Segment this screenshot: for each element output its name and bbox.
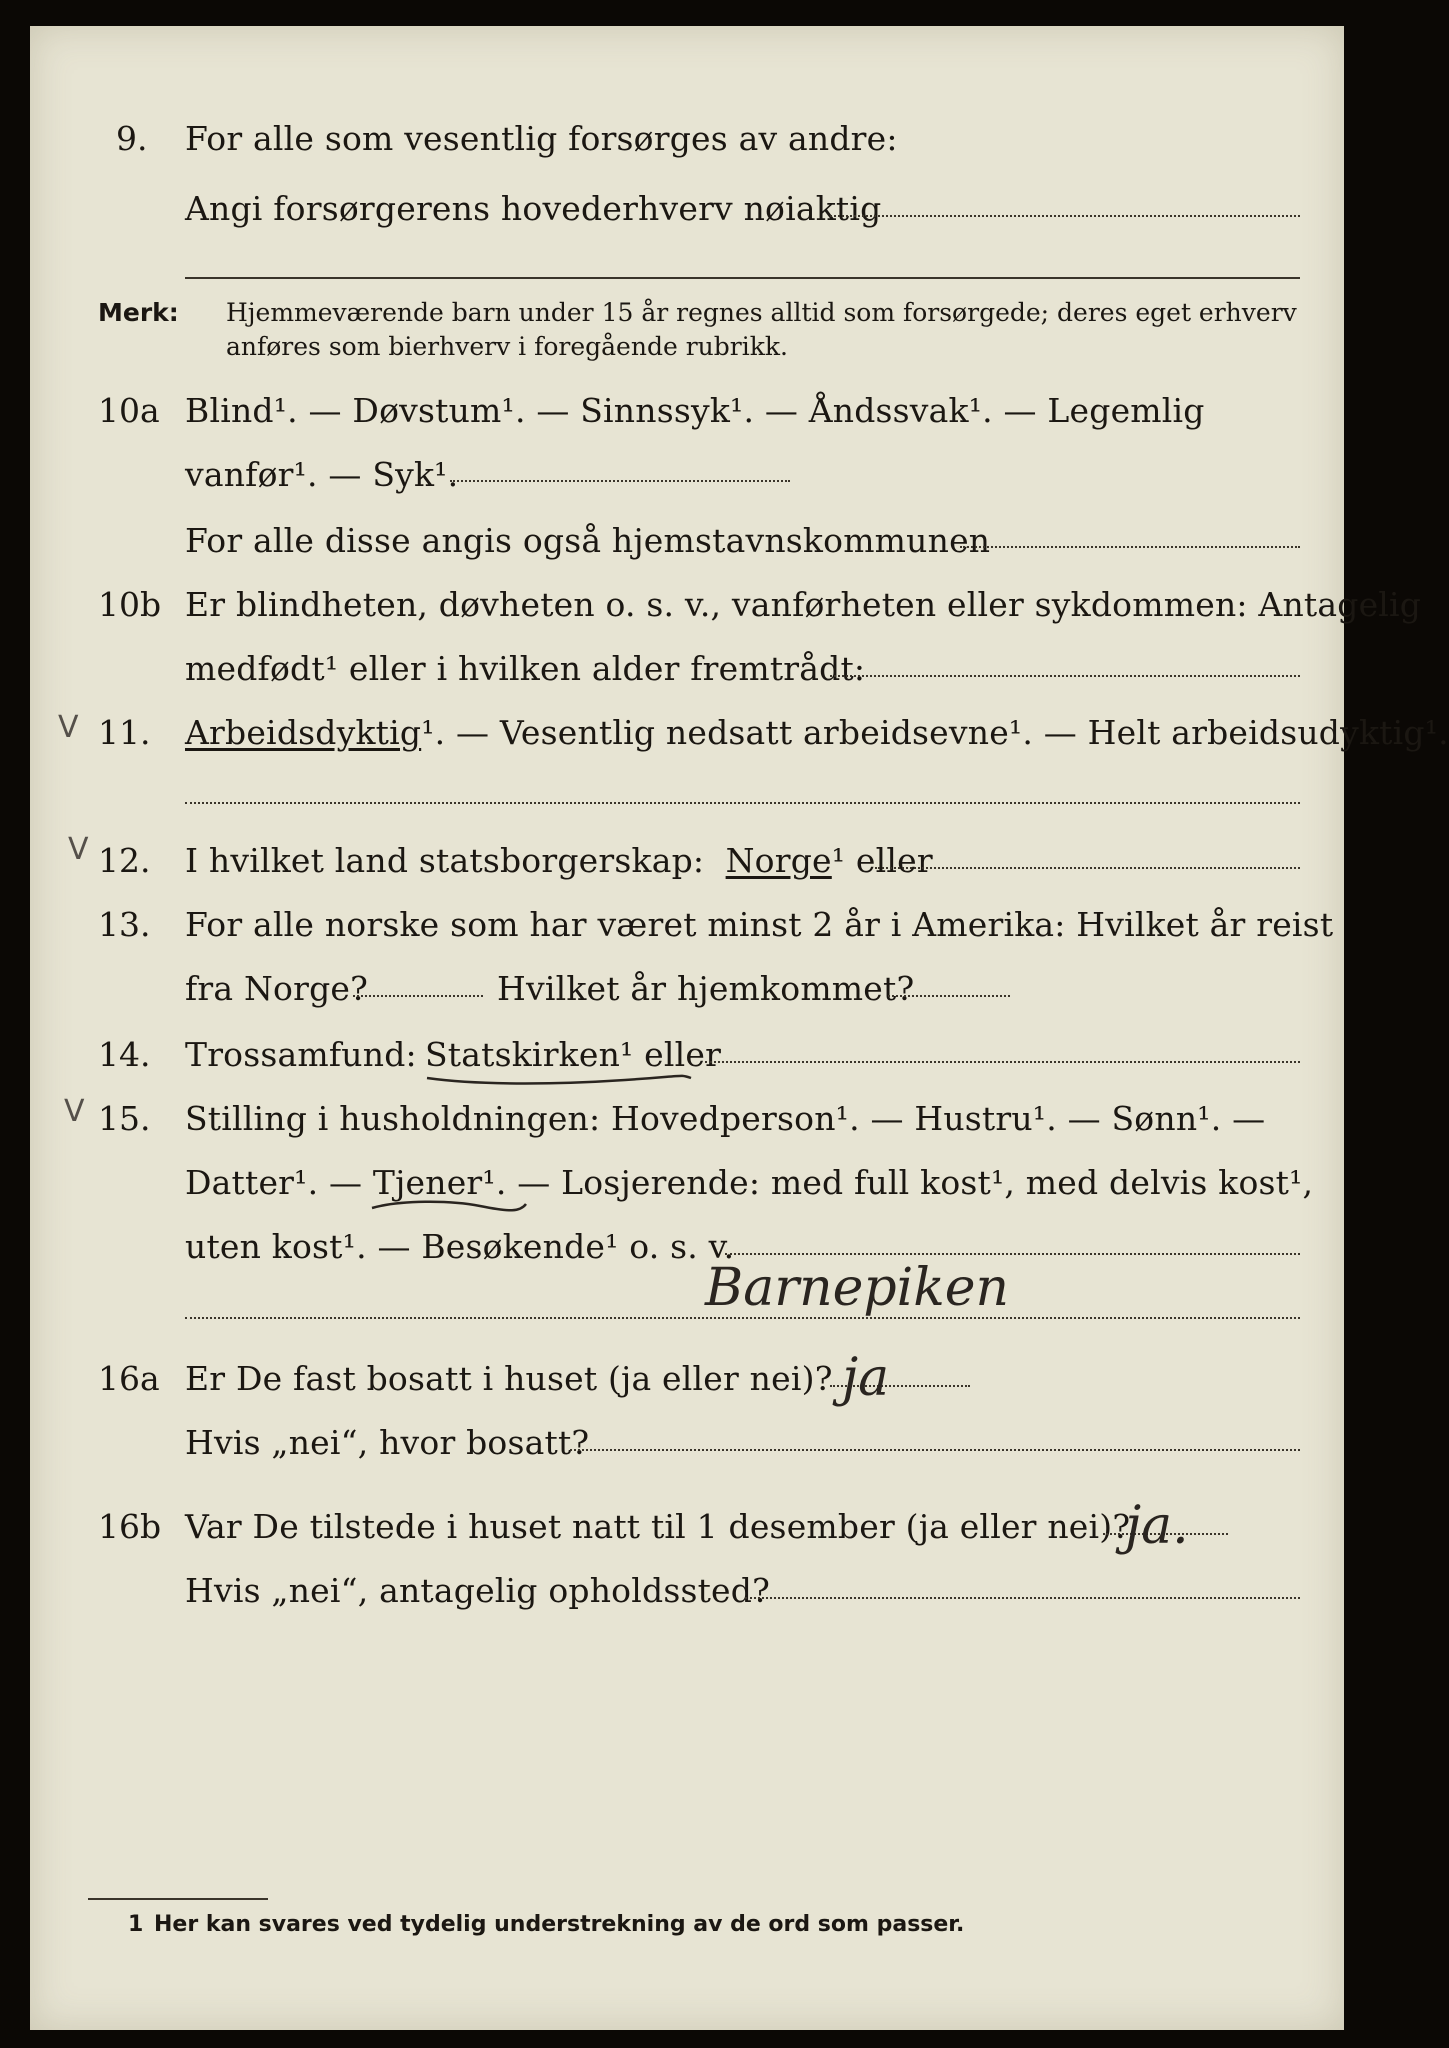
q16b-line1: Var De tilstede i huset natt til 1 desember (ja eller nei)? (185, 1507, 1131, 1546)
q11-answer-line (185, 802, 1300, 804)
q15-answer-line-1 (725, 1253, 1300, 1255)
check-mark-11: V (58, 710, 79, 745)
merk-line1: Hjemmeværende barn under 15 år regnes alltid som forsørgede; deres eget erhverv (226, 298, 1297, 327)
merk-label: Merk: (98, 298, 179, 327)
q14-number: 14. (98, 1035, 151, 1074)
q14-handwritten-underline (425, 1070, 695, 1088)
q12-answer-line (875, 867, 1300, 869)
q10b-line2: medfødt¹ eller i hvilken alder fremtrådt: (185, 649, 866, 688)
q9-answer-line (830, 215, 1300, 217)
q15-handwritten-underline (370, 1198, 530, 1218)
q14-label: Trossamfund: (185, 1035, 417, 1074)
q14-selected-option: Statskirken¹ eller (425, 1035, 722, 1074)
check-mark-15: V (64, 1094, 85, 1129)
q13-reist-line (353, 995, 483, 997)
q16b-handwritten-answer: ja. (1125, 1496, 1189, 1556)
census-form-page (30, 26, 1449, 2030)
q16a-line1: Er De fast bosatt i huset (ja eller nei)? (185, 1359, 833, 1398)
q12-text: I hvilket land statsborgerskap: Norge¹ eller (185, 841, 933, 880)
q16a-handwritten-answer: ja (842, 1348, 890, 1408)
q10a-answer-line (960, 546, 1300, 548)
q13-line2a: fra Norge? (185, 969, 369, 1008)
q9-number: 9. (116, 119, 148, 158)
q15-line3: uten kost¹. — Besøkende¹ o. s. v. (185, 1227, 735, 1266)
q16a-line2: Hvis „nei“, hvor bosatt? (185, 1423, 590, 1462)
q10a-line3: For alle disse angis også hjemstavnskommunen (185, 521, 991, 560)
q13-hjemkommet-line (888, 995, 1010, 997)
q16b-number: 16b (98, 1507, 162, 1546)
q13-number: 13. (98, 905, 151, 944)
q10a-line2: vanfør¹. — Syk¹. (185, 455, 459, 494)
footnote-marker: 1 (128, 1912, 144, 1937)
q11-number: 11. (98, 713, 151, 752)
q9-line2: Angi forsørgerens hovederhverv nøiaktig (185, 189, 882, 228)
q15-handwritten-answer: Barnepiken (705, 1258, 1010, 1318)
footnote-rule (88, 1898, 268, 1900)
q16b-line2: Hvis „nei“, antagelig opholdssted? (185, 1571, 770, 1610)
q10a-number: 10a (98, 391, 160, 430)
q15-selected-option: Tjener¹. (372, 1163, 507, 1202)
q15-number: 15. (98, 1099, 151, 1138)
q10b-answer-line (830, 675, 1300, 677)
q12-number: 12. (98, 841, 151, 880)
q15-line1: Stilling i husholdningen: Hovedperson¹. — Hustru¹. — Sønn¹. — (185, 1099, 1266, 1138)
q16a-bosatt-line (570, 1449, 1300, 1451)
q11-other-options: ¹. — Vesentlig nedsatt arbeidsevne¹. — Helt arbeidsudyktig¹. (421, 713, 1449, 752)
q10b-number: 10b (98, 585, 162, 624)
q11-options (185, 714, 1449, 752)
q9-line1: For alle som vesentlig forsørges av andre: (185, 119, 898, 158)
q11-selected-option: Arbeidsdyktig (185, 713, 422, 752)
merk-line2: anføres som bierhverv i foregående rubrikk. (226, 332, 788, 361)
q10a-syk-line (450, 480, 790, 482)
q9-rule (185, 277, 1300, 279)
q15-line2: Datter¹. — Tjener¹. — Losjerende: med full kost¹, med delvis kost¹, (185, 1163, 1314, 1202)
q16b-opholdssted-line (745, 1597, 1300, 1599)
q15-answer-line-2 (185, 1317, 1300, 1319)
q10a-line1: Blind¹. — Døvstum¹. — Sinnssyk¹. — Åndssvak¹. — Legemlig (185, 391, 1205, 430)
q12-selected-option: Norge (725, 841, 832, 880)
q14-answer-line (705, 1061, 1300, 1063)
check-mark-12: V (68, 832, 89, 867)
footnote-text: Her kan svares ved tydelig understrekning av de ord som passer. (154, 1912, 965, 1937)
q13-line2b: Hvilket år hjemkommet? (497, 969, 915, 1008)
q13-line1: For alle norske som har været minst 2 år i Amerika: Hvilket år reist (185, 905, 1334, 944)
q10b-line1: Er blindheten, døvheten o. s. v., vanførheten eller sykdommen: Antagelig (185, 585, 1422, 624)
q16a-number: 16a (98, 1359, 160, 1398)
